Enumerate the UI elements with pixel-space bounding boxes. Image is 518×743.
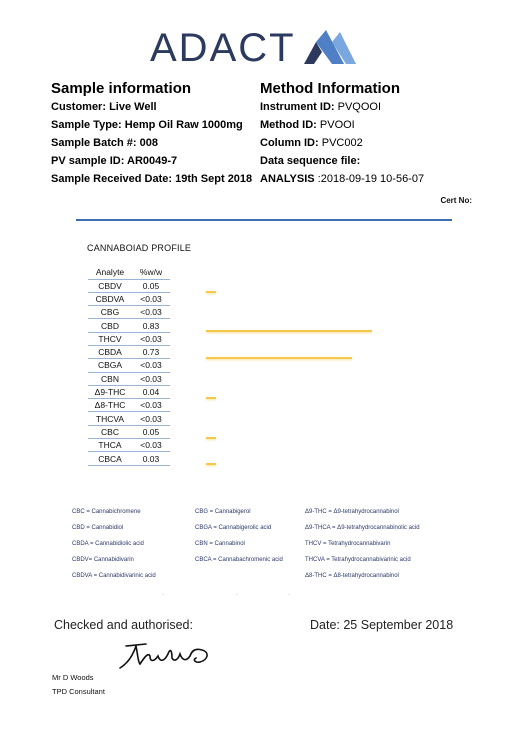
sample-label: Customer: [51,101,107,113]
company-logo [150,26,356,70]
table-row [88,425,170,438]
table-row [88,385,170,398]
sample-line [51,101,157,113]
method-value: PVOOI [319,119,355,131]
checked-authorised-label: Checked and authorised: [54,618,193,632]
dot-mark: · [288,592,290,598]
method-label: Method ID: [260,119,317,131]
method-line [260,137,363,149]
profile-bar [206,330,372,332]
method-line [260,155,360,167]
profile-bar [206,291,216,293]
analyte-cell: THCA [88,439,132,452]
method-label: Data sequence file: [260,155,361,167]
legend-entry: CBG = Cannabigerol [195,509,251,515]
analyte-cell: THCV [88,332,132,345]
sample-label: Sample Received Date: [51,173,173,185]
value-column-header: %w/w [139,266,163,277]
dot-mark: · [236,592,238,598]
signer-title: TPD Consultant [52,687,105,696]
profile-bar [206,357,352,359]
profile-bar [206,463,216,465]
logo-text: ADACT [150,26,296,70]
sample-line [51,119,243,131]
analyte-cell: Δ9-THC [88,385,132,398]
sample-value: Hemp Oil Raw 1000mg [124,119,243,131]
table-row [88,452,170,465]
value-cell: 0.04 [132,385,170,398]
sample-value: AR0049-7 [127,155,178,167]
analyte-cell: CBG [88,306,132,319]
analyte-cell: CBDA [88,345,132,358]
legend-entry: CBDV= Cannabidivarin [72,557,134,563]
legend-entry: CBC = Cannabichromene [72,509,141,515]
sample-line [51,155,177,167]
analyte-cell: CBGA [88,359,132,372]
legend-entry: CBDA = Cannabidiolic acid [72,541,144,547]
table-row [88,399,170,412]
value-cell: <0.03 [132,359,170,372]
method-info-title: Method Information [260,80,400,97]
legend-entry: THCV = Tetrahydrocannabivarin [305,541,391,547]
value-cell: <0.03 [132,399,170,412]
value-cell: <0.03 [132,306,170,319]
analyte-cell: Δ8-THC [88,399,132,412]
method-line [260,173,424,185]
value-cell: <0.03 [132,292,170,305]
cert-number-label: Cert No: [440,196,472,205]
sample-value: Live Well [109,101,157,113]
logo-mark-icon [302,28,356,68]
analyte-cell: CBDVA [88,292,132,305]
table-row [88,306,170,319]
legend-entry: Δ9-THC = Δ9-tetrahydrocannabinol [305,509,399,515]
method-line [260,119,355,131]
legend-entry: Δ9-THCA = Δ9-tetrahydrocannabinolic acid [305,525,420,531]
dot-mark: · [162,592,164,598]
signature-icon [116,638,216,672]
value-cell: 0.73 [132,345,170,358]
analyte-cell: CBC [88,425,132,438]
value-cell: 0.05 [132,279,170,292]
table-row [88,279,170,292]
sample-value: 008 [139,137,159,149]
method-value: PVQOOI [337,101,382,113]
value-cell: <0.03 [132,372,170,385]
profile-title: CANNABOIAD PROFILE [87,243,192,253]
report-date: Date: 25 September 2018 [310,618,454,632]
sample-label: Sample Type: [51,119,122,131]
sample-value: 19th Sept 2018 [175,173,253,185]
analyte-cell: THCVA [88,412,132,425]
table-row [88,345,170,358]
legend-entry: THCVA = Tetrahydrocannabivarinic acid [305,557,411,563]
method-label: Instrument ID: [260,101,335,113]
sample-line [51,137,158,149]
legend-entry: CBCA = Cannabachromenic acid [195,557,283,563]
table-row [88,319,170,332]
analyte-cell: CBD [88,319,132,332]
sample-label: PV sample ID: [51,155,125,167]
value-cell: 0.05 [132,425,170,438]
analyte-cell: CBCA [88,452,132,465]
sample-line [51,173,252,185]
method-label: Column ID: [260,137,319,149]
legend-entry: CBD = Cannabidiol [72,525,124,531]
value-cell: <0.03 [132,439,170,452]
method-value: PVC002 [321,137,363,149]
sample-label: Sample Batch #: [51,137,137,149]
table-row [88,292,170,305]
sample-info-title: Sample information [51,80,192,97]
method-label: ANALYSIS [260,173,315,185]
analyte-cell: CBDV [88,279,132,292]
profile-bar [206,397,216,399]
table-row [88,412,170,425]
cannabinoid-profile-table [88,265,170,466]
value-cell: <0.03 [132,332,170,345]
analyte-column-header: Analyte [95,266,125,277]
value-cell: 0.03 [132,452,170,465]
value-cell: 0.83 [132,319,170,332]
legend-entry: CBGA = Cannabigerolic acid [195,525,272,531]
legend-entry: Δ8-THC = Δ8-tetrahydrocannabinol [305,573,399,579]
value-cell: <0.03 [132,412,170,425]
method-line [260,101,381,113]
table-row [88,372,170,385]
legend-entry: CBDVA = Cannabidivarinic acid [72,573,156,579]
table-row [88,332,170,345]
table-row [88,439,170,452]
legend-entry: CBN = Cannabinol [195,541,245,547]
profile-bar [206,437,216,439]
analyte-cell: CBN [88,372,132,385]
divider [76,219,452,221]
method-value: :2018-09-19 10-56-07 [317,173,425,185]
table-row [88,359,170,372]
signer-name: Mr D Woods [52,673,94,682]
